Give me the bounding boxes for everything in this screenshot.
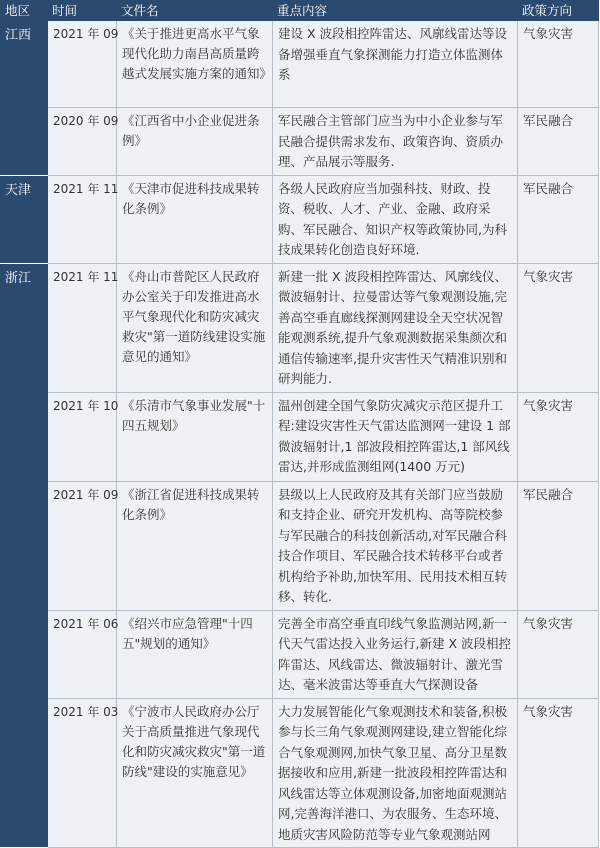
header-content: 重点内容 [273, 1, 518, 21]
time-cell: 2021 年 09 [48, 481, 117, 610]
region-cell-jiangxi: 江西 [1, 21, 48, 176]
region-cell-zhejiang: 浙江 [1, 263, 48, 848]
doc-cell: 《乐清市气象事业发展"十四五规划》 [117, 392, 273, 481]
content-cell: 大力发展智能化气象观测技术和装备,积极参与长三角气象观测网建设,建立智能化综合气象观测网,加快气象卫星、高分卫星数据接收和应用,新建一批波段相控阵雷达和风线雷达等立体观测设备,加密地面观测站网,完善海洋港口、为农服务、生态环境、地质灾害风险防范等专业气象观测站网 [273, 698, 518, 848]
direction-cell: 军民融合 [518, 175, 599, 263]
content-cell: 县级以上人民政府及其有关部门应当鼓励和支持企业、研究开发机构、高等院校参与军民融合的科技创新活动,对军民融合科技合作项目、军民融合技术转移平台或者机构给予补助,加快军用、民用技术相互转移、转化. [273, 481, 518, 610]
time-cell: 2021 年 10 [48, 392, 117, 481]
time-cell: 2021 年 11 [48, 175, 117, 263]
doc-cell: 《绍兴市应急管理"十四五"规划的通知》 [117, 610, 273, 698]
header-doc: 文件名 [117, 1, 273, 21]
table-row [1, 698, 599, 848]
content-cell: 建设 X 波段相控阵雷达、风廓线雷达等设备增强垂直气象探测能力打造立体监测体系 [273, 21, 518, 108]
content-cell: 军民融合主管部门应当为中小企业参与军民融合提供需求发布、政策咨询、资质办理、产品展示等服务. [273, 108, 518, 176]
time-cell: 2021 年 11 [48, 263, 117, 392]
table-row [1, 175, 599, 263]
doc-cell: 《浙江省促进科技成果转化条例》 [117, 481, 273, 610]
direction-cell: 军民融合 [518, 108, 599, 176]
direction-cell: 气象灾害 [518, 21, 599, 108]
content-cell: 温州创建全国气象防灾减灾示范区提升工程:建设灾害性天气雷达监测网一建设 1 部微波辐射计,1 部波段相控阵雷达,1 部风线雷达,并形成监测组网(1400 万元) [273, 392, 518, 481]
content-cell: 完善全市高空垂直印线气象监测站网,新一代天气雷达投入业务运行,新建 X 波段相控阵雷达、风线雷达、微波辐射计、激光雪达、毫米波雷达等垂直大气探测设备 [273, 610, 518, 698]
time-cell: 2021 年 09 [48, 21, 117, 108]
direction-cell: 气象灾害 [518, 698, 599, 848]
table-row [1, 392, 599, 481]
table-row [1, 481, 599, 610]
table-row [1, 263, 599, 392]
doc-cell: 《宁波市人民政府办公厅关于高质量推进气象现代化和防灾减灾救灾"第一道防线"建设的实施意见》 [117, 698, 273, 848]
direction-cell: 气象灾害 [518, 392, 599, 481]
table-row [1, 21, 599, 108]
table-header-row [1, 1, 599, 21]
doc-cell: 《舟山市普陀区人民政府办公室关于印发推进高水平气象现代化和防灾减灾救灾"第一道防线建设实施意见的通知》 [117, 263, 273, 392]
header-region: 地区 [1, 1, 48, 21]
region-cell-tianjin: 天津 [1, 175, 48, 263]
direction-cell: 气象灾害 [518, 610, 599, 698]
doc-cell: 《天津市促进科技成果转化条例》 [117, 175, 273, 263]
content-cell: 新建一批 X 波段相控阵雷达、风廓线仪、微波辐射计、拉曼雷达等气象观测设施,完善高空垂直廊线探测网建设全天空状况智能观测系统,提升气象观测数据采集颜次和通信传输速率,提升灾害性天气精准识别和研判能力. [273, 263, 518, 392]
header-direction: 政策方向 [518, 1, 599, 21]
time-cell: 2021 年 06 [48, 610, 117, 698]
doc-cell: 《江西省中小企业促进条例》 [117, 108, 273, 176]
direction-cell: 军民融合 [518, 481, 599, 610]
direction-cell: 气象灾害 [518, 263, 599, 392]
time-cell: 2021 年 03 [48, 698, 117, 848]
content-cell: 各级人民政府应当加强科技、财政、投资、税收、人才、产业、金融、政府采购、军民融合、知识产权等政策协同,为科技成果转化创造良好环境. [273, 175, 518, 263]
header-time: 时间 [48, 1, 117, 21]
table-row [1, 108, 599, 176]
table-row [1, 610, 599, 698]
doc-cell: 《关于推进更高水平气象现代化助力南昌高质量跨越式发展实施方案的通知》 [117, 21, 273, 108]
time-cell: 2020 年 09 [48, 108, 117, 176]
